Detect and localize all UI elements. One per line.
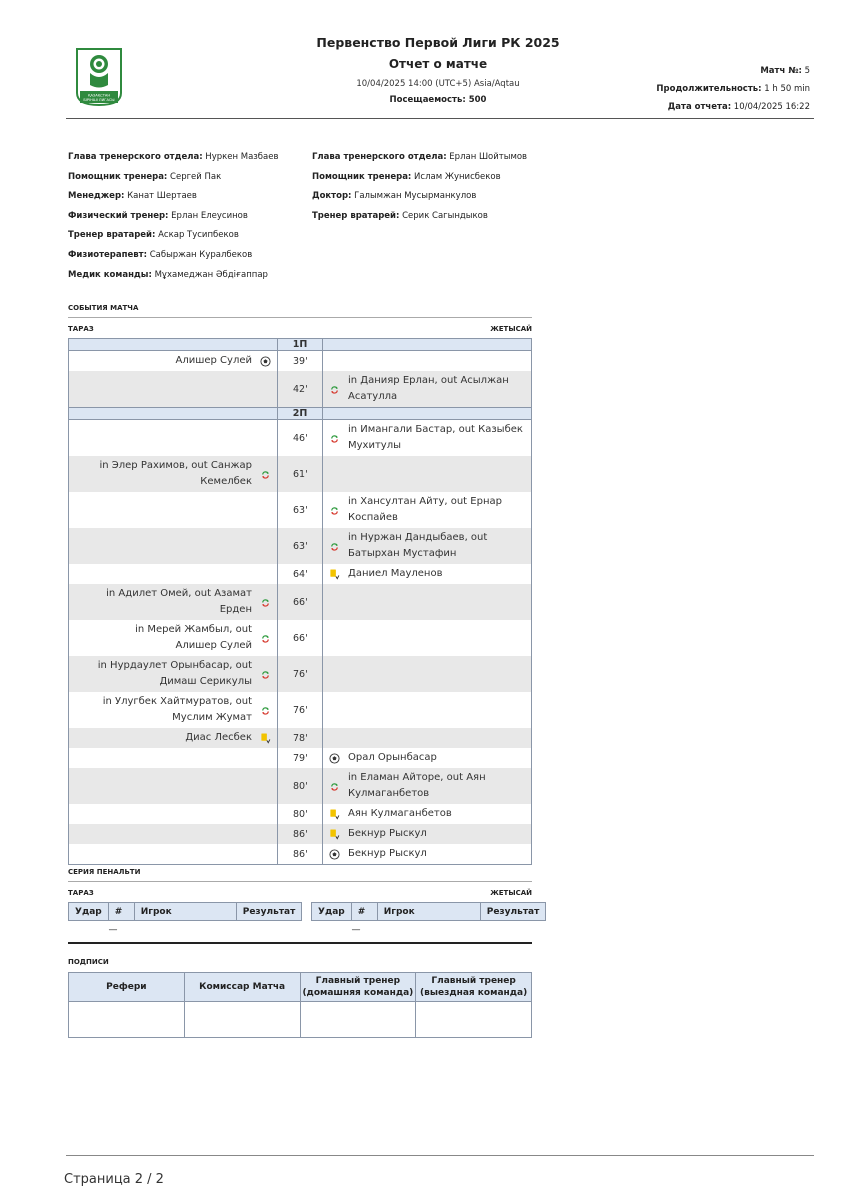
event-away-cell: [323, 371, 531, 407]
event-text: in Еламан Айторе, out Аян Кулмаганбетов: [348, 772, 486, 799]
staff-entry: [68, 266, 279, 286]
yellow-card-icon: [260, 733, 271, 744]
away-staff-list: [312, 148, 527, 226]
event-minute: 63': [277, 528, 323, 564]
event-text: Орал Орынбасар: [348, 752, 437, 763]
event-away-cell: [323, 456, 531, 492]
event-away-cell: [323, 420, 531, 456]
pen-col-number: #: [108, 903, 134, 921]
sig-col-referee: Рефери: [69, 973, 185, 1002]
staff-role: Тренер вратарей:: [68, 230, 156, 241]
event-row: [69, 584, 531, 620]
event-minute: 63': [277, 492, 323, 528]
report-subtitle: Отчет о матче: [388, 57, 488, 71]
staff-person: Сергей Пак: [170, 171, 222, 182]
event-away-cell: [323, 528, 531, 564]
staff-person: Аскар Тусипбеков: [158, 230, 239, 241]
event-home-cell: [69, 351, 277, 371]
event-text: in Данияр Ерлан, out Асылжан Асатулла: [348, 375, 509, 402]
event-row: [69, 620, 531, 656]
event-text: Аян Кулмаганбетов: [348, 808, 452, 819]
event-row: [69, 692, 531, 728]
staff-role: Физический тренер:: [68, 210, 169, 221]
staff-person: Ислам Жунисбеков: [414, 171, 501, 182]
event-away-cell: [323, 584, 531, 620]
match-datetime: 10/04/2025 14:00 (UTC+5) Asia/Aqtau: [356, 79, 520, 89]
event-minute: 61': [277, 456, 323, 492]
event-text: in Нуржан Дандыбаев, out Батырхан Мустафин: [348, 532, 488, 559]
penalties-away-table: [311, 902, 546, 935]
event-away-cell: [323, 804, 531, 824]
event-home-cell: [69, 420, 277, 456]
penalties-home-team: ТАРАЗ: [68, 889, 94, 897]
event-row: [69, 804, 531, 824]
event-home-cell: [69, 371, 277, 407]
pen-col-shot: Удар: [69, 903, 109, 921]
event-row: [69, 456, 531, 492]
penalties-section-title: СЕРИЯ ПЕНАЛЬТИ: [68, 868, 141, 876]
event-minute: 76': [277, 656, 323, 692]
logo-text-1: ҚАЗАҚСТАН: [87, 93, 111, 98]
staff-role: Менеджер:: [68, 191, 125, 202]
events-table: [68, 338, 532, 865]
event-minute: 80': [277, 768, 323, 804]
sig-home-coach-box: [300, 1002, 416, 1038]
staff-person: Ерлан Елеусинов: [171, 210, 248, 221]
period-label: 1П: [277, 339, 323, 350]
pen-col-player: Игрок: [134, 903, 236, 921]
event-home-cell: [69, 656, 277, 692]
event-row: [69, 728, 531, 748]
staff-role: Физиотерапевт:: [68, 249, 147, 260]
header-divider: [66, 118, 814, 119]
event-away-cell: [323, 824, 531, 844]
event-away-cell: [323, 844, 531, 864]
sig-col-commissioner: Комиссар Матча: [184, 973, 300, 1002]
staff-person: Галымжан Мусырманкулов: [354, 191, 477, 202]
yellow-card-icon: [329, 829, 340, 840]
events-home-team: ТАРАЗ: [68, 325, 94, 333]
event-minute: 66': [277, 584, 323, 620]
event-row: [69, 844, 531, 864]
pen-away-empty: —: [351, 925, 361, 935]
sig-col-away-coach: Главный тренер (выездная команда): [416, 973, 532, 1002]
staff-role: Медик команды:: [68, 269, 152, 280]
staff-entry: [312, 187, 527, 207]
event-home-cell: [69, 620, 277, 656]
event-row: [69, 528, 531, 564]
event-minute: 39': [277, 351, 323, 371]
pen-col-result: Результат: [480, 903, 546, 921]
event-text: Диас Лесбек: [185, 732, 252, 743]
substitution-icon: [329, 433, 340, 444]
substitution-icon: [260, 669, 271, 680]
event-minute: 80': [277, 804, 323, 824]
staff-person: Сабыржан Куралбеков: [149, 249, 253, 260]
staff-role: Тренер вратарей:: [312, 210, 400, 221]
signatures-table: [68, 972, 532, 1038]
staff-entry: [312, 207, 527, 227]
penalties-bottom-rule: [68, 942, 532, 944]
competition-title: Первенство Первой Лиги РК 2025: [316, 35, 560, 50]
signatures-section-title: ПОДПИСИ: [68, 958, 109, 966]
event-row: [69, 492, 531, 528]
sig-commissioner-box: [184, 1002, 300, 1038]
event-home-cell: [69, 528, 277, 564]
match-number: Матч №: 5: [760, 66, 810, 76]
event-away-cell: [323, 620, 531, 656]
period-header-row: [69, 407, 531, 420]
event-home-cell: [69, 584, 277, 620]
event-row: [69, 768, 531, 804]
substitution-icon: [329, 541, 340, 552]
period-label: 2П: [277, 408, 323, 419]
footer-divider: [66, 1155, 814, 1156]
staff-role: Помощник тренера:: [312, 171, 412, 182]
home-staff-list: [68, 148, 279, 285]
event-minute: 79': [277, 748, 323, 768]
event-home-cell: [69, 728, 277, 748]
event-row: [69, 351, 531, 371]
league-logo: [74, 47, 124, 107]
substitution-icon: [329, 384, 340, 395]
event-home-cell: [69, 456, 277, 492]
staff-role: Глава тренерского отдела:: [68, 152, 203, 162]
goal-ball-icon: [260, 356, 271, 367]
pen-col-result: Результат: [236, 903, 302, 921]
sig-away-coach-box: [416, 1002, 532, 1038]
yellow-card-icon: [329, 569, 340, 580]
event-text: in Хансултан Айту, out Ернар Коспайев: [348, 496, 502, 523]
events-section-title: СОБЫТИЯ МАТЧА: [68, 304, 139, 312]
staff-entry: [68, 207, 279, 227]
yellow-card-icon: [329, 809, 340, 820]
staff-role: Помощник тренера:: [68, 171, 168, 182]
staff-person: Ерлан Шойтымов: [449, 152, 528, 162]
event-text: in Элер Рахимов, out Санжар Кемелбек: [99, 460, 252, 487]
staff-entry: [68, 187, 279, 207]
event-minute: 78': [277, 728, 323, 748]
pen-col-number: #: [351, 903, 377, 921]
penalties-away-team: ЖЕТЫСАЙ: [490, 889, 532, 897]
event-home-cell: [69, 824, 277, 844]
event-row: [69, 420, 531, 456]
event-row: [69, 656, 531, 692]
event-minute: 76': [277, 692, 323, 728]
event-away-cell: [323, 728, 531, 748]
period-home-cell: [69, 408, 277, 419]
event-minute: 46': [277, 420, 323, 456]
event-minute: 64': [277, 564, 323, 584]
staff-entry: [312, 168, 527, 188]
event-home-cell: [69, 844, 277, 864]
attendance: [268, 95, 608, 105]
event-home-cell: [69, 492, 277, 528]
staff-entry: [68, 226, 279, 246]
attendance-label: Посещаемость:: [389, 95, 466, 105]
match-duration: Продолжительность: 1 h 50 min: [656, 84, 810, 94]
period-header-row: [69, 339, 531, 351]
substitution-icon: [260, 705, 271, 716]
period-away-cell: [323, 408, 531, 419]
events-away-team: ЖЕТЫСАЙ: [490, 325, 532, 333]
event-text: in Адилет Омей, out Азамат Ерден: [106, 588, 252, 615]
event-home-cell: [69, 564, 277, 584]
event-text: Даниел Мауленов: [348, 568, 443, 579]
events-section-divider: [68, 317, 532, 318]
event-away-cell: [323, 692, 531, 728]
staff-person: Мұхамеджан Әбдіғаппар: [154, 269, 268, 280]
sig-col-home-coach: Главный тренер (домашняя команда): [300, 973, 416, 1002]
event-home-cell: [69, 692, 277, 728]
match-meta: [656, 62, 810, 116]
pen-home-empty: —: [108, 925, 118, 935]
event-minute: 86': [277, 824, 323, 844]
report-date: Дата отчета: 10/04/2025 16:22: [667, 102, 810, 112]
event-away-cell: [323, 492, 531, 528]
staff-entry: [68, 148, 279, 168]
staff-entry: [68, 246, 279, 266]
event-text: in Мерей Жамбыл, out Алишер Сулей: [135, 624, 252, 651]
event-away-cell: [323, 564, 531, 584]
sig-referee-box: [69, 1002, 185, 1038]
staff-person: Серик Сагындыков: [402, 210, 488, 221]
event-home-cell: [69, 804, 277, 824]
period-away-cell: [323, 339, 531, 350]
event-away-cell: [323, 768, 531, 804]
substitution-icon: [329, 505, 340, 516]
event-text: Алишер Сулей: [175, 355, 252, 366]
event-minute: 86': [277, 844, 323, 864]
staff-person: Канат Шертаев: [127, 191, 197, 202]
event-minute: 42': [277, 371, 323, 407]
event-text: in Улугбек Хайтмуратов, out Муслим Жумат: [102, 696, 252, 723]
attendance-value: 500: [468, 95, 487, 105]
staff-entry: [68, 168, 279, 188]
staff-role: Глава тренерского отдела:: [312, 152, 447, 162]
page-number: Страница 2 / 2: [64, 1172, 164, 1187]
report-header: [268, 35, 608, 105]
substitution-icon: [260, 469, 271, 480]
event-text: Бекнур Рыскул: [348, 848, 427, 859]
penalties-section-divider: [68, 881, 532, 882]
pen-col-player: Игрок: [377, 903, 480, 921]
event-text: in Нурдаулет Орынбасар, out Димаш Серикулы: [97, 660, 252, 687]
pen-col-shot: Удар: [312, 903, 352, 921]
event-row: [69, 564, 531, 584]
staff-entry: [312, 148, 527, 168]
substitution-icon: [260, 597, 271, 608]
event-row: [69, 371, 531, 407]
goal-ball-icon: [329, 849, 340, 860]
substitution-icon: [329, 781, 340, 792]
event-home-cell: [69, 768, 277, 804]
penalties-home-table: [68, 902, 302, 935]
event-text: in Имангали Бастар, out Казыбек Мухитулы: [348, 424, 523, 451]
event-away-cell: [323, 748, 531, 768]
event-home-cell: [69, 748, 277, 768]
logo-text-2: БІРІНШІ ЛИГАСЫ: [83, 98, 115, 102]
substitution-icon: [260, 633, 271, 644]
event-row: [69, 824, 531, 844]
staff-role: Доктор:: [312, 191, 352, 202]
event-text: Бекнур Рыскул: [348, 828, 427, 839]
staff-person: Нуркен Мазбаев: [205, 152, 279, 162]
period-home-cell: [69, 339, 277, 350]
event-row: [69, 748, 531, 768]
event-away-cell: [323, 656, 531, 692]
event-away-cell: [323, 351, 531, 371]
goal-ball-icon: [329, 753, 340, 764]
event-minute: 66': [277, 620, 323, 656]
